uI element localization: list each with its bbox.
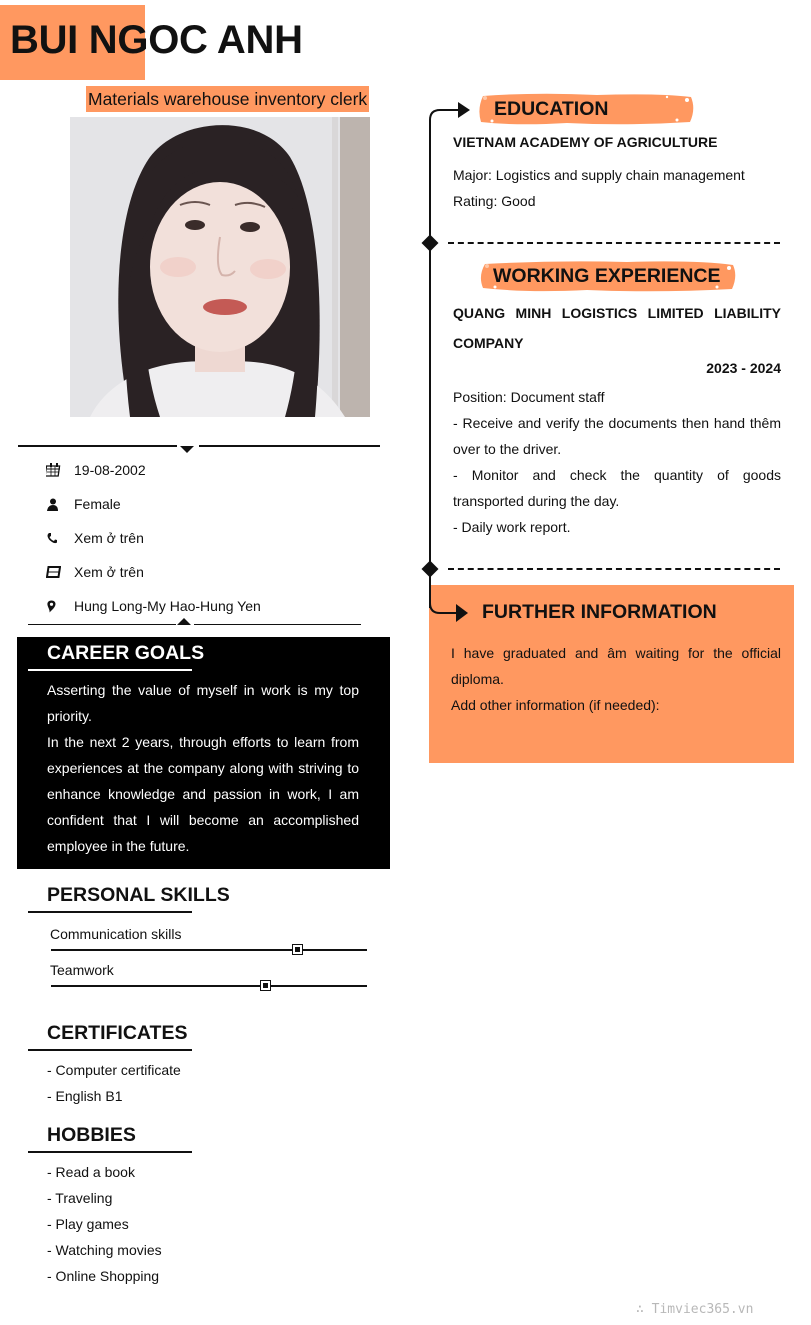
envelope-icon: [46, 564, 74, 580]
personal-skills-title: PERSONAL SKILLS: [47, 884, 230, 906]
map-marker-icon: [46, 598, 74, 614]
contact-address: [46, 596, 261, 616]
contact-phone: [46, 528, 144, 548]
working-experience-title: WORKING EXPERIENCE: [493, 265, 721, 287]
birthdate-value: 19-08-2002: [74, 462, 146, 478]
divider-line: [28, 624, 176, 625]
heading-underline: [28, 1049, 192, 1051]
hobby-item: - Online Shopping: [47, 1268, 160, 1284]
career-goals-text: [47, 677, 359, 859]
job-title: Materials warehouse inventory clerk: [86, 86, 369, 112]
dashed-divider: [448, 568, 780, 570]
further-information-title: FURTHER INFORMATION: [482, 601, 717, 623]
education-major: Major: Logistics and supply chain management: [453, 167, 745, 183]
divider-line: [18, 445, 177, 447]
gender-value: Female: [74, 496, 121, 512]
duty-item: - Daily work report.: [453, 519, 571, 535]
user-icon: [46, 496, 74, 512]
heading-underline: [28, 911, 192, 913]
certificate-item: - English B1: [47, 1088, 123, 1104]
job-position: Position: Document staff: [453, 389, 605, 405]
phone-icon: [46, 530, 74, 546]
email-value: Xem ở trên: [74, 564, 144, 580]
education-title: EDUCATION: [494, 98, 609, 120]
watermark: ∴ Timviec365.vn: [636, 1302, 754, 1317]
career-goal-paragraph: In the next 2 years, through efforts to learn from experiences at the company along with striving to enhance knowledge and passion in work, I am confident that I will become an accomplished employee in the future.: [47, 734, 359, 854]
contact-gender: [46, 494, 121, 514]
hobby-item: - Traveling: [47, 1190, 113, 1206]
dashed-divider: [448, 242, 780, 244]
duty-item: - Receive and verify the documents then hand thêm over to the driver.: [453, 415, 781, 457]
school-name: VIETNAM ACADEMY OF AGRICULTURE: [453, 134, 718, 150]
hobby-item: - Play games: [47, 1216, 129, 1232]
duty-item: - Monitor and check the quantity of goods transported during the day.: [453, 467, 781, 509]
address-value: Hung Long-My Hao-Hung Yen: [74, 598, 261, 614]
candidate-name: BUI NGOC ANH: [10, 18, 303, 62]
company-name: QUANG MINH LOGISTICS LIMITED LIABILITY COMPANY: [453, 305, 781, 351]
career-goal-paragraph: Asserting the value of myself in work is my top priority.: [47, 682, 359, 724]
certificate-item: - Computer certificate: [47, 1062, 181, 1078]
hobby-item: - Watching movies: [47, 1242, 162, 1258]
skill-slider-handle: [260, 980, 271, 991]
hobby-item: - Read a book: [47, 1164, 135, 1180]
skill-label: Teamwork: [50, 962, 114, 978]
education-rating: Rating: Good: [453, 193, 536, 209]
job-duties: [453, 410, 781, 540]
further-info-line: Add other information (if needed):: [451, 697, 660, 713]
skill-slider-handle: [292, 944, 303, 955]
divider-line: [199, 445, 380, 447]
skill-label: Communication skills: [50, 926, 182, 942]
profile-photo: [70, 117, 370, 417]
triangle-down-icon: [180, 446, 194, 453]
skill-slider-track: [51, 949, 367, 951]
divider-line: [194, 624, 361, 625]
contact-birthdate: [46, 460, 146, 480]
career-goals-title: CAREER GOALS: [47, 642, 205, 664]
employment-period: 2023 - 2024: [706, 360, 781, 376]
further-info-line: I have graduated and âm waiting for the official diploma.: [451, 645, 781, 687]
hobbies-title: HOBBIES: [47, 1124, 136, 1146]
triangle-up-icon: [177, 618, 191, 625]
further-information-text: [451, 640, 781, 718]
calendar-icon: [46, 462, 74, 478]
heading-underline: [28, 1151, 192, 1153]
skill-slider-track: [51, 985, 367, 987]
heading-underline: [28, 669, 192, 671]
certificates-title: CERTIFICATES: [47, 1022, 188, 1044]
portrait-illustration: [70, 117, 370, 417]
phone-value: Xem ở trên: [74, 530, 144, 546]
contact-email: [46, 562, 144, 582]
